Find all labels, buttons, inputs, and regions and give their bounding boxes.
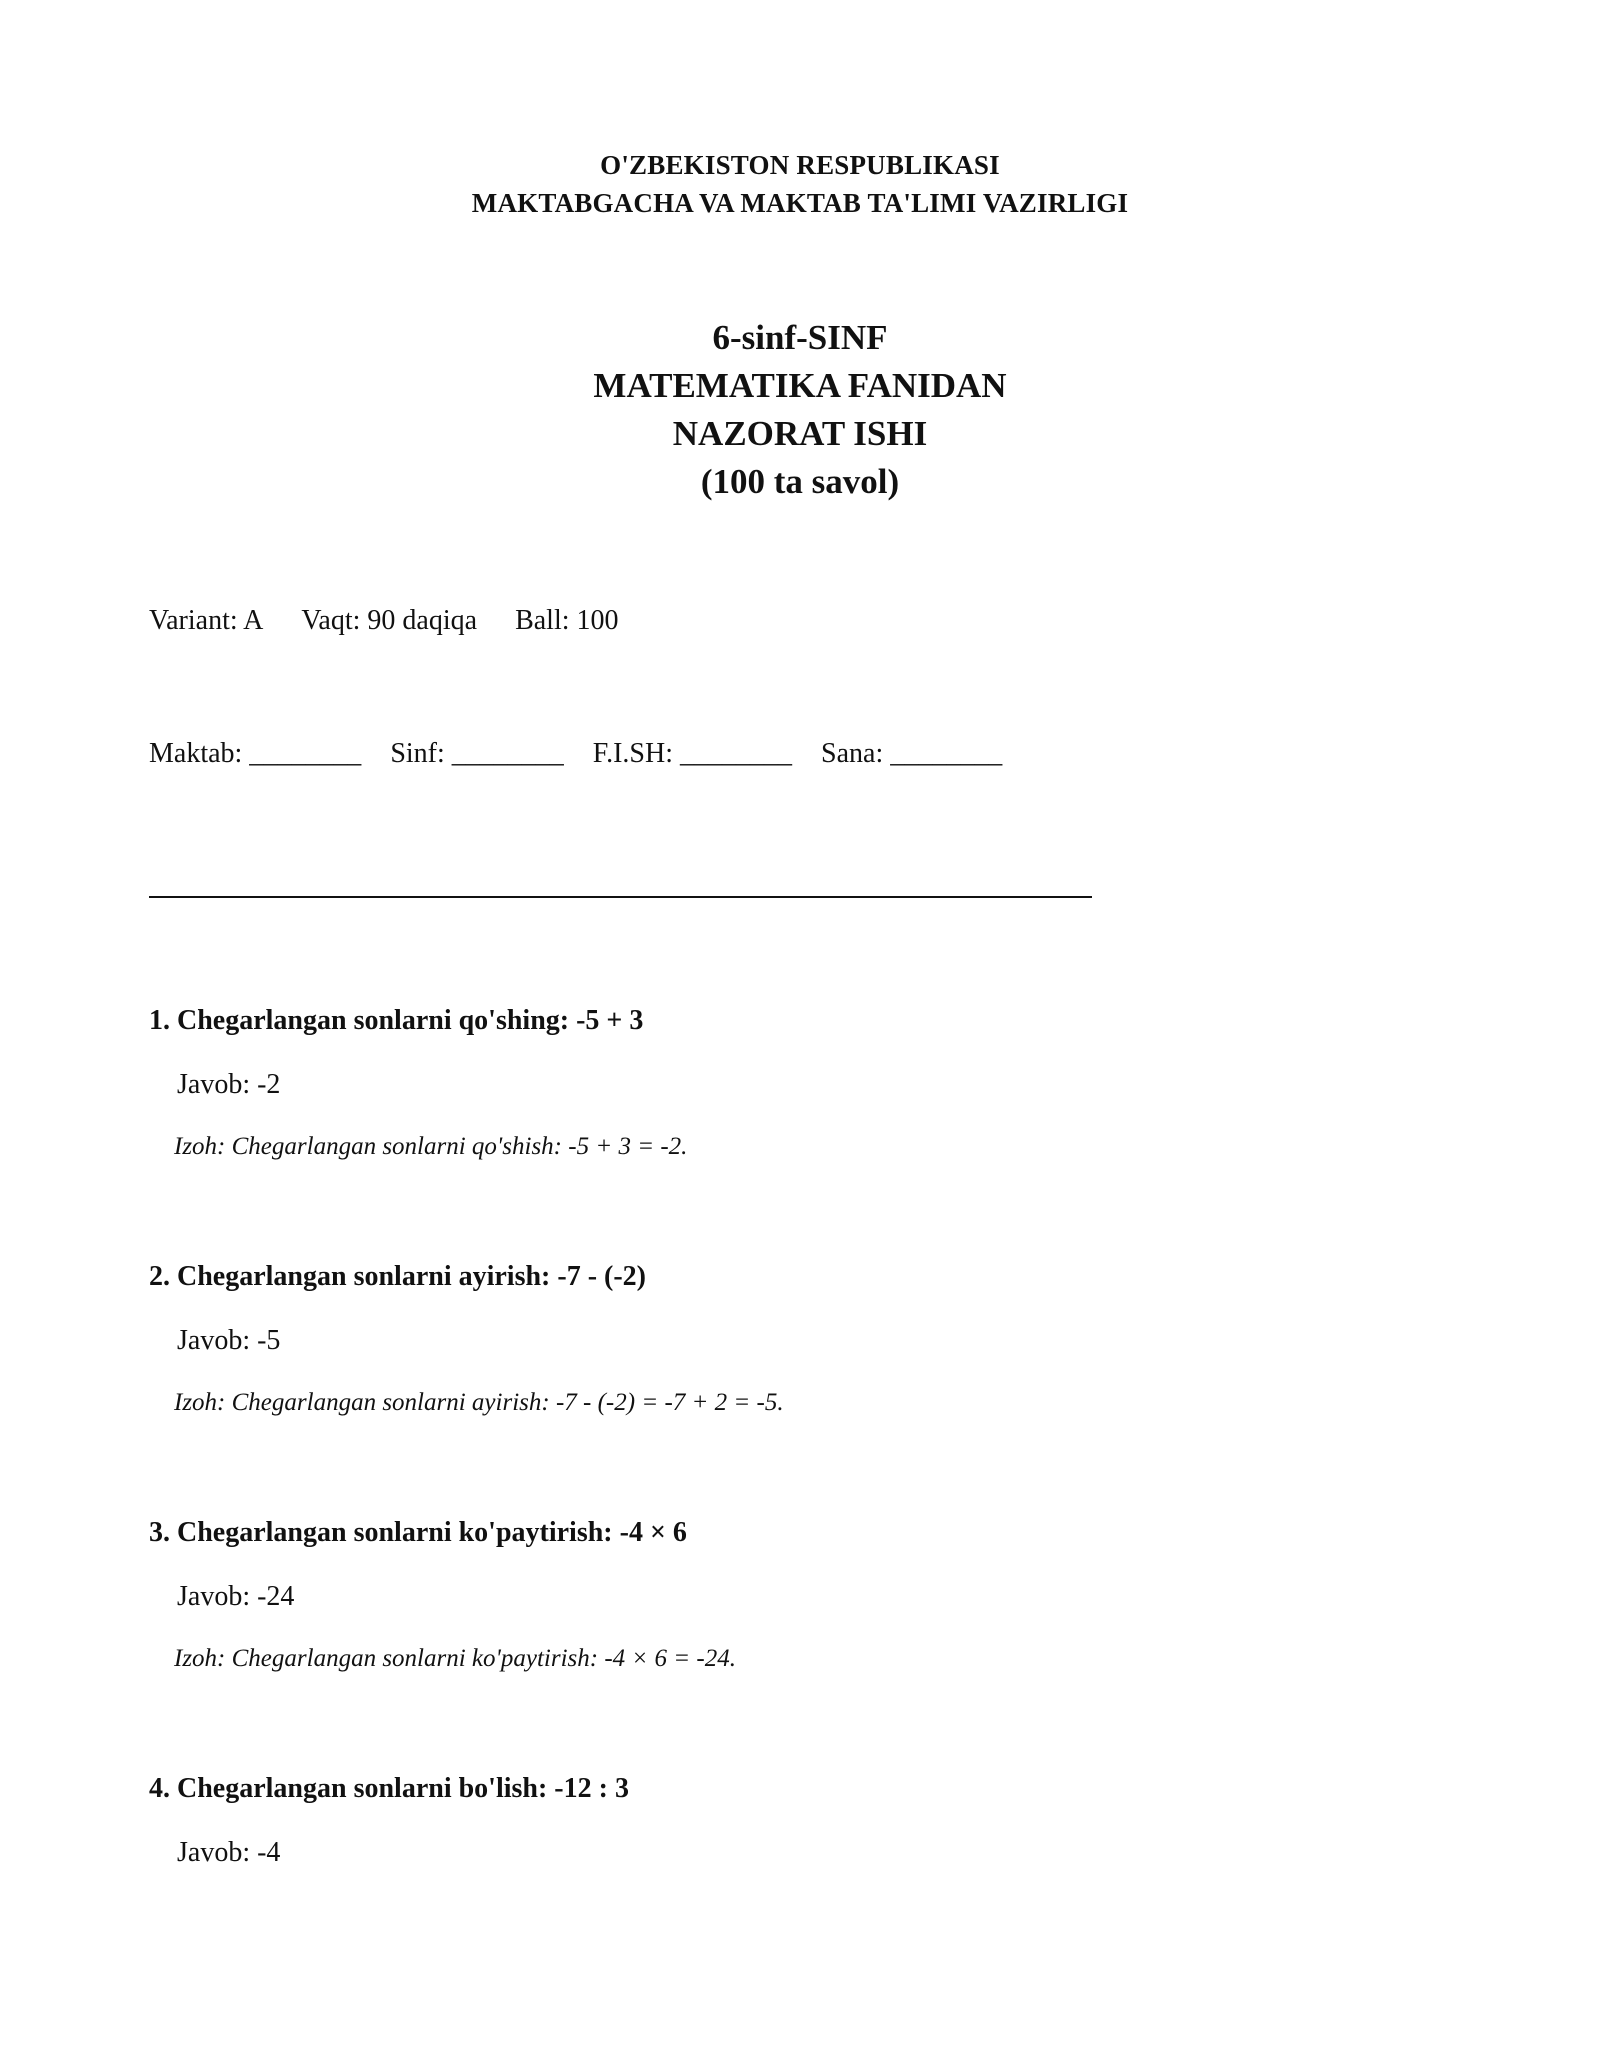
meta-variant: Variant: A <box>149 605 264 636</box>
question-answer: Javob: -4 <box>177 1837 281 1868</box>
ministry-header <box>0 146 1600 222</box>
header-ministry: MAKTABGACHA VA MAKTAB TA'LIMI VAZIRLIGI <box>471 188 1129 218</box>
meta-score: Ball: 100 <box>515 605 619 636</box>
question-answer: Javob: -2 <box>177 1069 281 1100</box>
meta-time: Vaqt: 90 daqiqa <box>301 605 478 636</box>
question-answer: Javob: -5 <box>177 1325 281 1356</box>
title-count: (100 ta savol) <box>700 462 900 501</box>
question-item <box>149 1259 1449 1420</box>
question-item <box>149 1771 1449 1871</box>
question-text: 3. Chegarlangan sonlarni ko'paytirish: -4 × 6 <box>149 1517 687 1548</box>
question-note: Izoh: Chegarlangan sonlarni qo'shish: -5 + 3 = -2. <box>174 1133 688 1160</box>
field-name[interactable]: F.I.SH: ________ <box>592 738 793 769</box>
question-text: 1. Chegarlangan sonlarni qo'shing: -5 + 3 <box>149 1005 644 1036</box>
question-answer: Javob: -24 <box>177 1581 295 1612</box>
title-type: NAZORAT ISHI <box>672 414 928 453</box>
question-item <box>149 1003 1449 1164</box>
field-school[interactable]: Maktab: ________ <box>149 738 362 769</box>
question-note: Izoh: Chegarlangan sonlarni ko'paytirish: -4 × 6 = -24. <box>174 1645 736 1672</box>
question-note: Izoh: Chegarlangan sonlarni ayirish: -7 - (-2) = -7 + 2 = -5. <box>174 1389 784 1416</box>
exam-title <box>0 314 1600 506</box>
separator-line <box>149 896 1092 898</box>
question-text: 4. Chegarlangan sonlarni bo'lish: -12 : 3 <box>149 1773 629 1804</box>
field-class[interactable]: Sinf: ________ <box>390 738 564 769</box>
title-grade: 6-sinf-SINF <box>712 318 888 357</box>
exam-meta <box>149 603 619 639</box>
field-date[interactable]: Sana: ________ <box>821 738 1003 769</box>
question-item <box>149 1515 1449 1676</box>
header-country: O'ZBEKISTON RESPUBLIKASI <box>600 150 1000 180</box>
title-subject: MATEMATIKA FANIDAN <box>593 366 1007 405</box>
student-fields <box>149 736 1024 772</box>
question-text: 2. Chegarlangan sonlarni ayirish: -7 - (-2) <box>149 1261 646 1292</box>
